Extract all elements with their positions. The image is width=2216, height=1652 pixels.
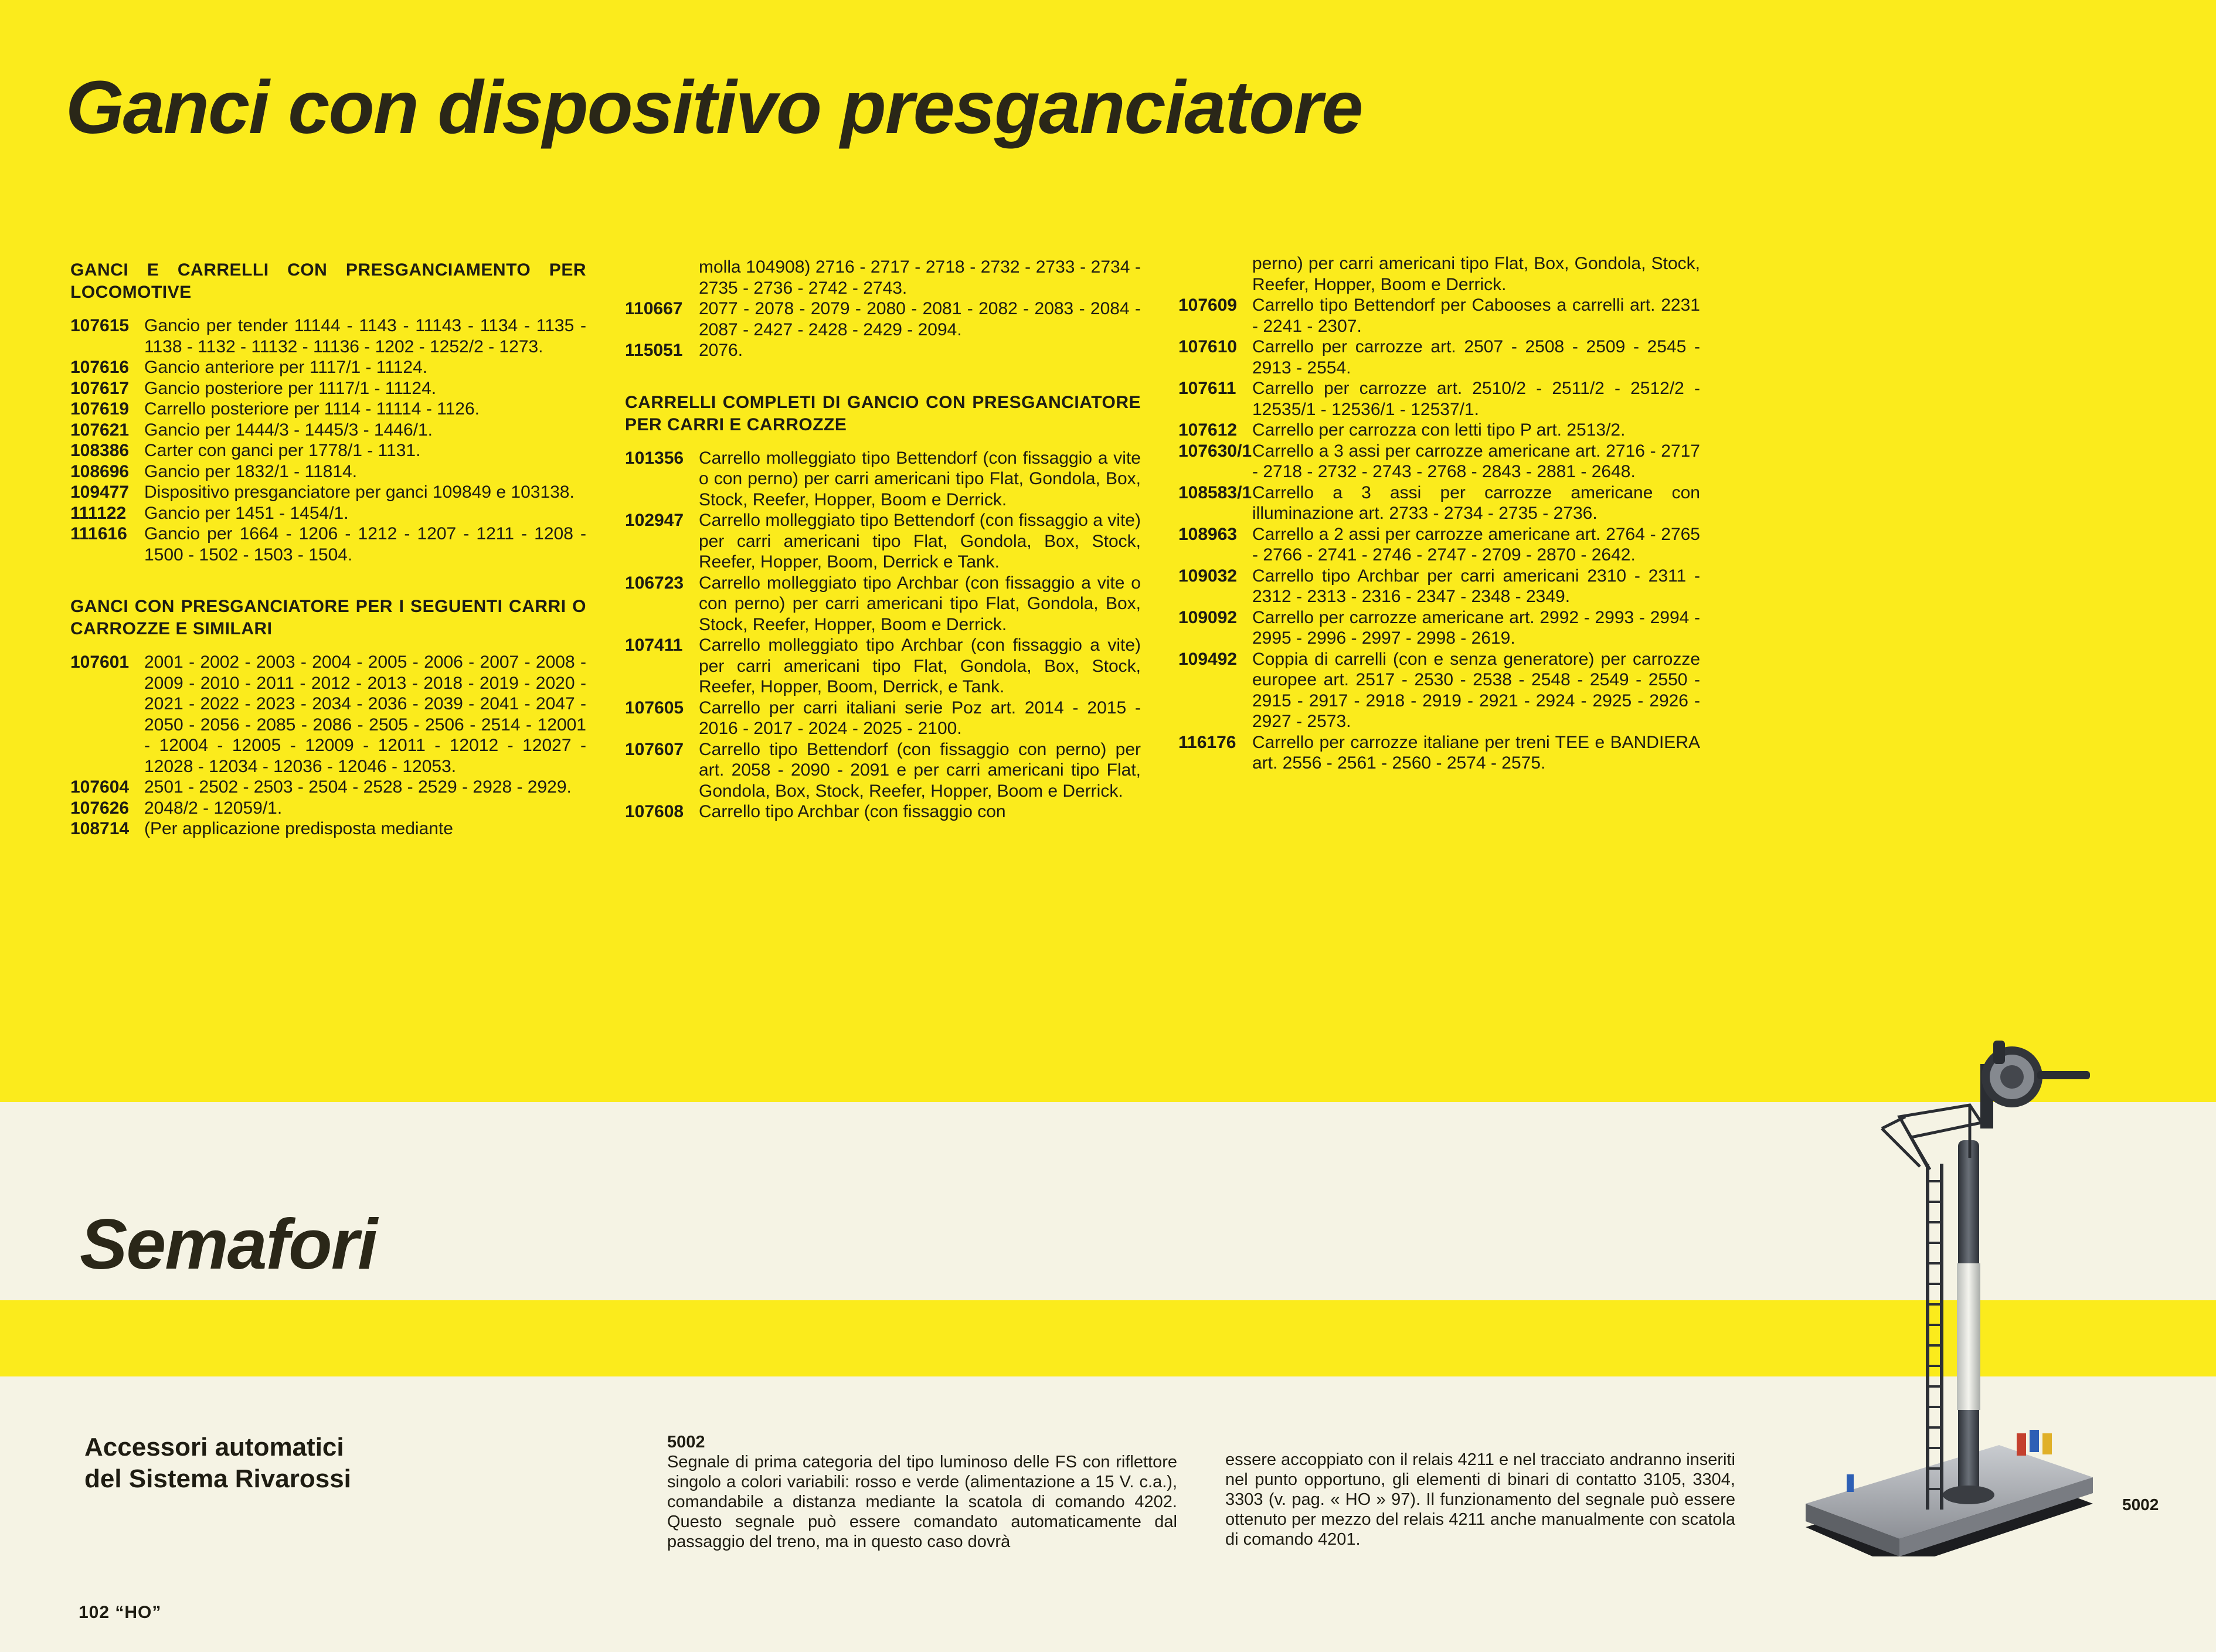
item-code: 108386 xyxy=(70,441,130,460)
item-text: Carrello a 3 assi per carrozze americane art. 2716 - 2717 - 2718 - 2732 - 2743 - 2768 - 2843 - 2881 - 2648. xyxy=(1252,441,1700,481)
item-text: Carrello a 3 assi per carrozze americane con illuminazione art. 2733 - 2734 - 2735 - 2736. xyxy=(1252,482,1700,523)
list-item xyxy=(1178,566,1700,607)
item-text: Gancio per 1832/1 - 11814. xyxy=(144,461,358,481)
item-code: 107411 xyxy=(625,635,683,655)
item-code: 107601 xyxy=(70,652,130,672)
item-code: 109477 xyxy=(70,482,130,502)
item-code: 107612 xyxy=(1178,420,1238,440)
item-code: 107617 xyxy=(70,378,130,398)
page-title: Ganci con dispositivo presganciatore xyxy=(66,66,1362,149)
list-item xyxy=(70,818,586,839)
item-code: 107610 xyxy=(1178,337,1238,356)
item-text: Dispositivo presganciatore per ganci 109849 e 103138. xyxy=(144,482,575,502)
signal-illustration xyxy=(1794,1041,2099,1556)
item-code: 108696 xyxy=(70,461,130,481)
column-2 xyxy=(625,257,1141,822)
list-item xyxy=(70,777,586,798)
list-item xyxy=(625,573,1141,635)
item-code: 107621 xyxy=(70,420,130,440)
entry-list xyxy=(625,448,1141,822)
column-1 xyxy=(70,259,586,839)
item-code: 107611 xyxy=(1178,379,1236,398)
product-description-2: essere accoppiato con il relais 4211 e nel tracciato andranno inseriti nel punto opportuno, gli elementi di binari di contatto 3105, 3304, 3303 (v. pag. « HO » 97). Il funzionamento del segnale può essere ottenuto per mezzo del relais 4211 anche manualmente con scatola di comando 4201. xyxy=(1225,1450,1735,1549)
item-code: 109492 xyxy=(1178,649,1238,669)
list-item xyxy=(1178,336,1700,378)
list-item xyxy=(625,698,1141,739)
entry-list xyxy=(70,652,586,839)
product-description-1: Segnale di prima categoria del tipo luminoso delle FS con riflettore singolo a colori variabili: rosso e verde (alimentazione a 15 V. c.a.), comandabile a distanza mediante la scatola di comando 4202. Questo segnale può essere comandato automaticamente dal passaggio del treno, ma in questo caso dovrà xyxy=(667,1453,1177,1551)
list-item xyxy=(1178,732,1700,774)
item-code: 107619 xyxy=(70,399,130,419)
item-text: 2076. xyxy=(699,341,743,360)
item-text: 2048/2 - 12059/1. xyxy=(144,798,283,818)
item-code: 102947 xyxy=(625,511,684,530)
item-text: Gancio per 1451 - 1454/1. xyxy=(144,503,349,523)
item-code: 108963 xyxy=(1178,524,1238,544)
item-code: 101356 xyxy=(625,448,684,468)
list-item xyxy=(1178,295,1700,336)
item-code: 107626 xyxy=(70,798,130,818)
item-code: 110667 xyxy=(625,299,683,318)
item-text: Carrello per carrozze americane art. 2992 - 2993 - 2994 - 2995 - 2996 - 2997 - 2998 - 2619. xyxy=(1252,607,1700,648)
list-item xyxy=(1178,607,1700,649)
signal-ladder xyxy=(1928,1164,1942,1510)
item-text: Carrello per carri italiani serie Poz art. 2014 - 2015 - 2016 - 2017 - 2024 - 2025 - 2100. xyxy=(699,698,1141,738)
item-code: 107608 xyxy=(625,802,684,821)
item-code: 107605 xyxy=(625,698,684,718)
page-number: 102 “HO” xyxy=(79,1603,162,1622)
item-code: 111616 xyxy=(70,524,127,543)
item-code: 107609 xyxy=(1178,295,1238,315)
item-code: 108714 xyxy=(70,819,130,838)
item-code: 111122 xyxy=(70,503,127,523)
list-item xyxy=(625,635,1141,698)
item-code: 107607 xyxy=(625,739,684,759)
entry-list xyxy=(70,315,586,565)
list-item xyxy=(70,420,586,441)
accessori-heading xyxy=(84,1432,413,1495)
item-text: Carter con ganci per 1778/1 - 1131. xyxy=(144,441,421,460)
item-code: 107630/1 xyxy=(1178,441,1252,461)
item-text: Carrello tipo Bettendorf per Cabooses a carrelli art. 2231 - 2241 - 2307. xyxy=(1252,295,1700,336)
item-text: 2077 - 2078 - 2079 - 2080 - 2081 - 2082 - 2083 - 2084 - 2087 - 2427 - 2428 - 2429 - 2094. xyxy=(699,299,1141,339)
item-text: Coppia di carrelli (con e senza generatore) per carrozze europee art. 2517 - 2530 - 2538 - 2548 - 2549 - 2550 - 2915 - 2917 - 2918 - 2919 - 2921 - 2924 - 2925 - 2926 - 2927 - 2573. xyxy=(1252,649,1700,731)
item-code: 106723 xyxy=(625,573,684,593)
accessori-line-2: del Sistema Rivarossi xyxy=(84,1464,351,1493)
list-item xyxy=(1178,524,1700,566)
item-text: Carrello molleggiato tipo Bettendorf (con fissaggio a vite) per carri americani tipo Flat, Gondola, Box, Stock, Reefer, Hopper, Boom, Derrick e Tank. xyxy=(699,511,1141,572)
list-item xyxy=(625,801,1141,822)
item-text: Gancio per tender 11144 - 1143 - 11143 - 1134 - 1135 - 1138 - 1132 - 11132 - 11136 - 1202 - 1252/2 - 1273. xyxy=(144,316,586,356)
entry-list xyxy=(625,298,1141,361)
item-text: Carrello tipo Archbar per carri americani 2310 - 2311 - 2312 - 2313 - 2316 - 2347 - 2348 - 2349. xyxy=(1252,566,1700,606)
item-code: 116176 xyxy=(1178,732,1236,752)
list-item xyxy=(625,298,1141,340)
column-3 xyxy=(1178,253,1700,774)
list-item xyxy=(625,340,1141,361)
item-text: Carrello posteriore per 1114 - 11114 - 1126. xyxy=(144,399,480,419)
list-item xyxy=(1178,420,1700,441)
item-text: Carrello per carrozza con letti tipo P art. 2513/2. xyxy=(1252,420,1626,440)
item-text: Carrello molleggiato tipo Archbar (con fissaggio a vite) per carri americani tipo Flat, Gondola, Box, Stock, Reefer, Hopper, Boom, Derrick, e Tank. xyxy=(699,635,1141,696)
signal-lamp-head xyxy=(1980,1041,2090,1128)
list-item xyxy=(70,440,586,461)
image-caption: 5002 xyxy=(2122,1495,2159,1514)
item-code: 109092 xyxy=(1178,607,1238,627)
item-code: 108583/1 xyxy=(1178,482,1252,502)
list-item xyxy=(70,378,586,399)
section-heading-carrelli: CARRELLI COMPLETI DI GANCIO CON PRESGANCIATORE PER CARRI E CARROZZE xyxy=(625,392,1141,434)
list-item xyxy=(70,461,586,482)
list-item xyxy=(1178,482,1700,524)
item-text: Carrello molleggiato tipo Bettendorf (con fissaggio a vite o con perno) per carri americani tipo Flat, Gondola, Box, Stock, Reefer, Hopper, Boom e Derrick. xyxy=(699,448,1141,509)
list-item xyxy=(625,739,1141,802)
section-title-semafori: Semafori xyxy=(80,1204,377,1284)
item-text: Carrello molleggiato tipo Archbar (con fissaggio a vite o con perno) per carri americani tipo Flat, Gondola, Box, Stock, Reefer, Hopper, Boom e Derrick. xyxy=(699,573,1141,634)
item-text: Carrello tipo Bettendorf (con fissaggio con perno) per art. 2058 - 2090 - 2091 e per carri americani tipo Flat, Gondola, Box, Stock, Reefer, Hopper, Boom e Derrick. xyxy=(699,739,1141,801)
section-heading-locomotive: GANCI E CARRELLI CON PRESGANCIAMENTO PER LOCOMOTIVE xyxy=(70,260,586,302)
list-item xyxy=(70,482,586,503)
item-text: Gancio per 1664 - 1206 - 1212 - 1207 - 1211 - 1208 - 1500 - 1502 - 1503 - 1504. xyxy=(144,524,586,565)
item-text: Gancio posteriore per 1117/1 - 11124. xyxy=(144,378,437,398)
item-text: (Per applicazione predisposta mediante xyxy=(144,819,453,838)
product-5002 xyxy=(667,1432,1177,1552)
list-item xyxy=(70,315,586,357)
item-code: 107615 xyxy=(70,316,130,335)
item-text: Carrello tipo Archbar (con fissaggio con xyxy=(699,802,1006,821)
entry-continuation: perno) per carri americani tipo Flat, Box, Gondola, Stock, Reefer, Hopper, Boom e Derrick. xyxy=(1252,254,1700,294)
list-item xyxy=(70,357,586,378)
entry-list xyxy=(1178,295,1700,774)
list-item xyxy=(70,652,586,777)
item-text: 2001 - 2002 - 2003 - 2004 - 2005 - 2006 - 2007 - 2008 - 2009 - 2010 - 2011 - 2012 - 2013 - 2018 - 2019 - 2020 - 2021 - 2022 - 2023 - 2034 - 2036 - 2039 - 2041 - 2047 - 2050 - 2056 - 2085 - 2086 - 2505 - 2506 - 2514 - 12001 - 12004 - 12005 - 12009 - 12011 - 12012 - 12027 - 12028 - 12034 - 12036 - 12046 - 12053. xyxy=(144,652,586,776)
item-code: 109032 xyxy=(1178,566,1238,586)
item-text: Carrello a 2 assi per carrozze americane art. 2764 - 2765 - 2766 - 2741 - 2746 - 2747 - 2709 - 2870 - 2642. xyxy=(1252,524,1700,565)
item-text: Carrello per carrozze art. 2507 - 2508 - 2509 - 2545 - 2913 - 2554. xyxy=(1252,337,1700,378)
item-text: Gancio anteriore per 1117/1 - 11124. xyxy=(144,358,428,377)
item-text: Gancio per 1444/3 - 1445/3 - 1446/1. xyxy=(144,420,433,440)
item-code: 107604 xyxy=(70,777,130,797)
list-item xyxy=(1178,441,1700,482)
item-text: Carrello per carrozze italiane per treni TEE e BANDIERA art. 2556 - 2561 - 2560 - 2574 - 2575. xyxy=(1252,732,1700,773)
list-item xyxy=(70,798,586,819)
list-item xyxy=(70,399,586,420)
section-heading-carri: GANCI CON PRESGANCIATORE PER I SEGUENTI CARRI O CARROZZE E SIMILARI xyxy=(70,597,586,638)
entry-continuation: molla 104908) 2716 - 2717 - 2718 - 2732 - 2733 - 2734 - 2735 - 2736 - 2742 - 2743. xyxy=(699,257,1141,298)
list-item xyxy=(1178,649,1700,732)
accessori-line-1: Accessori automatici xyxy=(84,1433,344,1461)
list-item xyxy=(625,448,1141,511)
item-code: 115051 xyxy=(625,341,683,360)
item-code: 107616 xyxy=(70,358,130,377)
list-item xyxy=(70,524,586,565)
item-text: Carrello per carrozze art. 2510/2 - 2511/2 - 2512/2 - 12535/1 - 12536/1 - 12537/1. xyxy=(1252,379,1700,419)
item-text: 2501 - 2502 - 2503 - 2504 - 2528 - 2529 - 2928 - 2929. xyxy=(144,777,572,797)
list-item xyxy=(625,510,1141,573)
list-item xyxy=(1178,378,1700,420)
product-code: 5002 xyxy=(667,1433,705,1452)
list-item xyxy=(70,503,586,524)
